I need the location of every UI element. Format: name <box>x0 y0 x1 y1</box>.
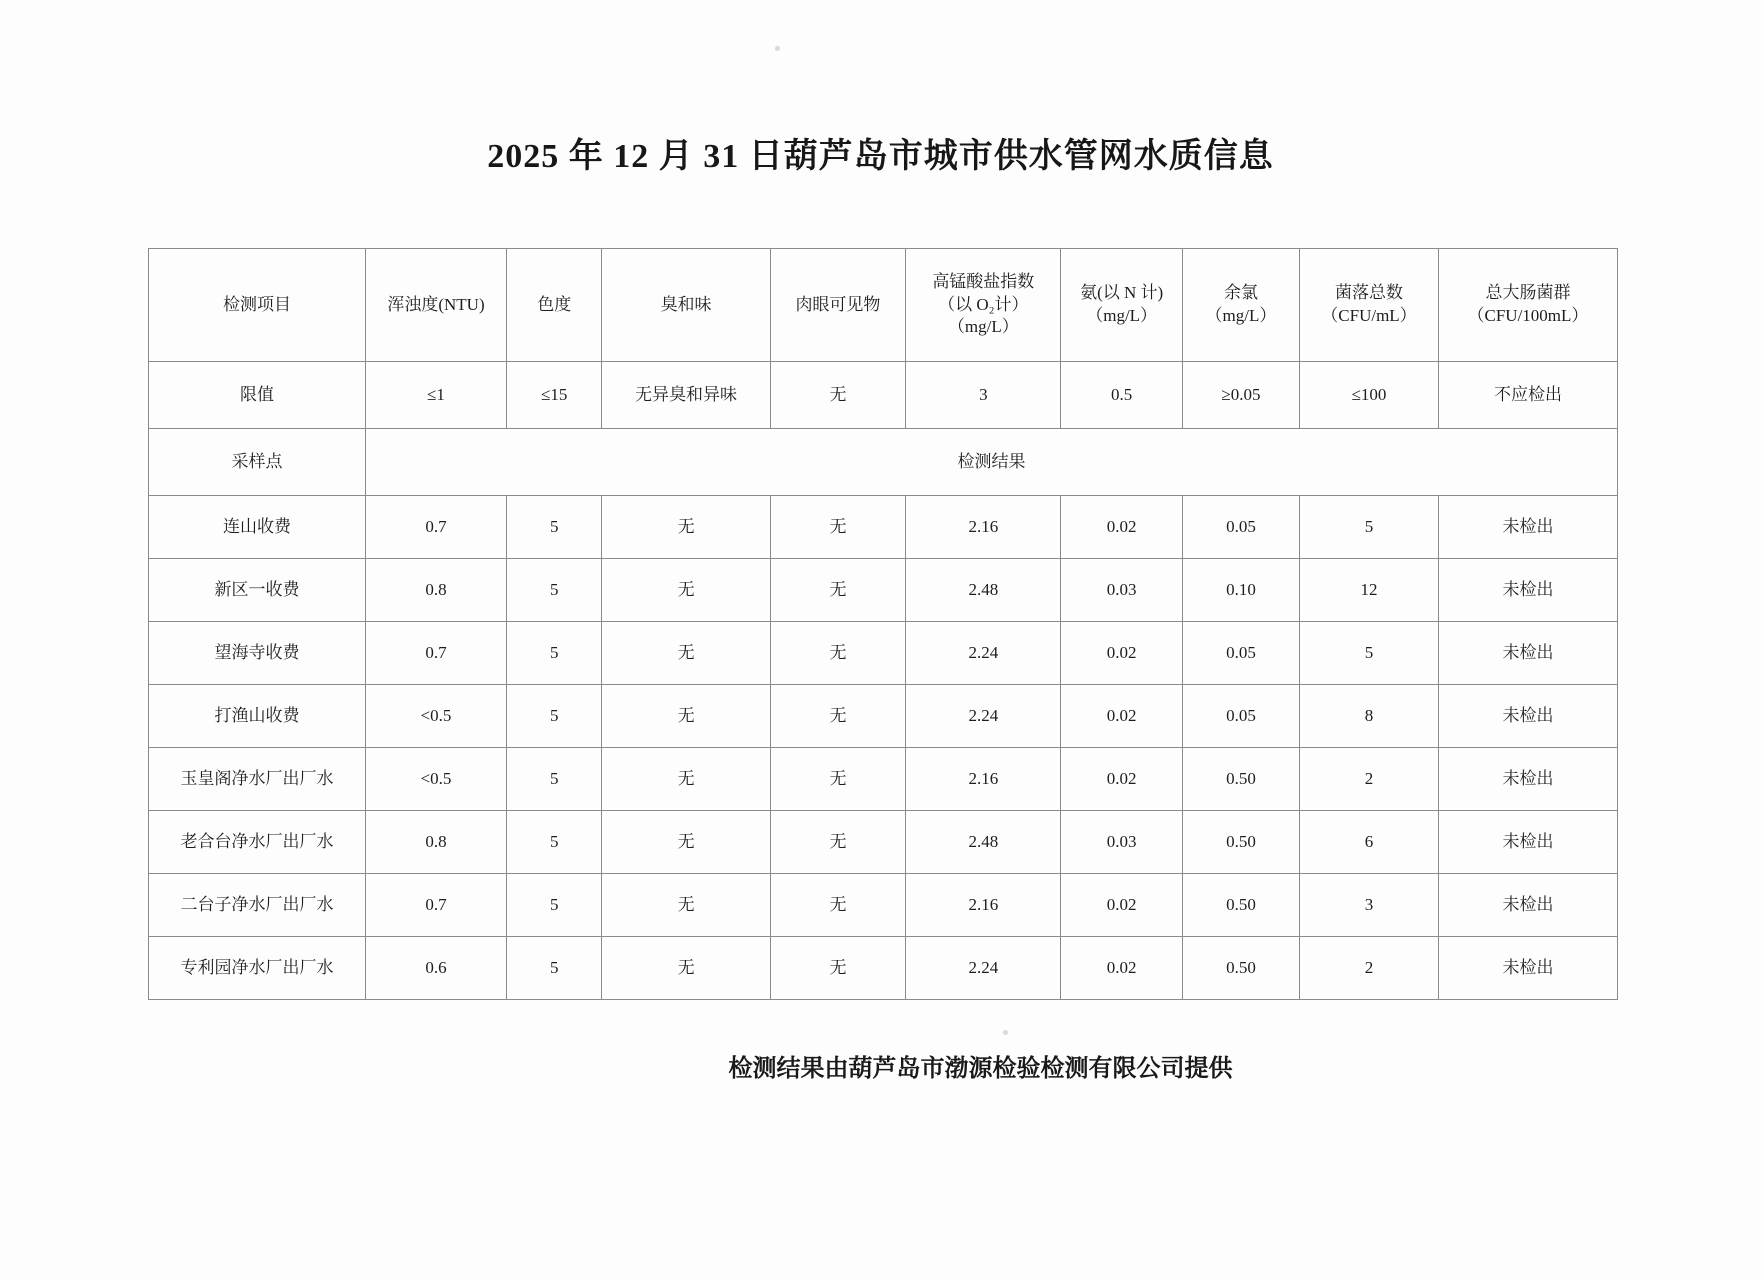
header-permanganate-line1: 高锰酸盐指数 <box>932 271 1035 291</box>
cell-permanganate: 2.24 <box>906 937 1061 1000</box>
row-site-name: 望海寺收费 <box>149 622 366 685</box>
row-site-name: 打渔山收费 <box>149 685 366 748</box>
cell-permanganate: 2.16 <box>906 496 1061 559</box>
header-visible-line1: 肉眼可见物 <box>795 294 881 314</box>
table-row <box>149 496 1618 559</box>
cell-ammonia: 0.02 <box>1061 496 1183 559</box>
header-visible-substance <box>770 249 906 362</box>
cell-coliform: 未检出 <box>1438 748 1617 811</box>
cell-colony: 8 <box>1300 685 1439 748</box>
cell-chlorine: 0.05 <box>1182 496 1299 559</box>
limit-coliform: 不应检出 <box>1438 362 1617 429</box>
header-chroma-line1: 色度 <box>537 294 572 314</box>
cell-chlorine: 0.50 <box>1182 748 1299 811</box>
cell-odor: 无 <box>602 496 770 559</box>
cell-odor: 无 <box>602 559 770 622</box>
row-site-name: 玉皇阁净水厂出厂水 <box>149 748 366 811</box>
row-site-name: 二台子净水厂出厂水 <box>149 874 366 937</box>
sample-point-label: 采样点 <box>149 429 366 496</box>
cell-chlorine: 0.05 <box>1182 622 1299 685</box>
cell-ammonia: 0.02 <box>1061 685 1183 748</box>
limit-odor: 无异臭和异味 <box>602 362 770 429</box>
table-row <box>149 874 1618 937</box>
cell-colony: 2 <box>1300 748 1439 811</box>
cell-coliform: 未检出 <box>1438 559 1617 622</box>
cell-turbidity: 0.7 <box>365 622 506 685</box>
cell-colony: 2 <box>1300 937 1439 1000</box>
cell-odor: 无 <box>602 622 770 685</box>
cell-ammonia: 0.02 <box>1061 937 1183 1000</box>
cell-permanganate: 2.24 <box>906 685 1061 748</box>
row-site-name: 新区一收费 <box>149 559 366 622</box>
page-title: 2025 年 12 月 31 日葫芦岛市城市供水管网水质信息 <box>487 138 1274 175</box>
cell-chlorine: 0.10 <box>1182 559 1299 622</box>
limit-turbidity: ≤1 <box>365 362 506 429</box>
cell-visible: 无 <box>770 496 906 559</box>
cell-turbidity: 0.6 <box>365 937 506 1000</box>
cell-colony: 12 <box>1300 559 1439 622</box>
header-ammonia-line2: （mg/L） <box>1086 306 1158 325</box>
header-coliform-line1: 总大肠菌群 <box>1485 283 1571 303</box>
header-colony-line1: 菌落总数 <box>1334 283 1403 303</box>
cell-coliform: 未检出 <box>1438 874 1617 937</box>
cell-odor: 无 <box>602 685 770 748</box>
cell-turbidity: <0.5 <box>365 748 506 811</box>
header-chlorine-line1: 余氯 <box>1223 283 1258 303</box>
cell-ammonia: 0.03 <box>1061 559 1183 622</box>
header-residual-chlorine <box>1182 249 1299 362</box>
cell-chlorine: 0.05 <box>1182 685 1299 748</box>
header-chroma <box>507 249 602 362</box>
cell-permanganate: 2.24 <box>906 622 1061 685</box>
cell-visible: 无 <box>770 559 906 622</box>
header-permanganate-index <box>906 249 1061 362</box>
cell-ammonia: 0.02 <box>1061 622 1183 685</box>
header-permanganate-line3: （mg/L） <box>947 317 1019 337</box>
cell-coliform: 未检出 <box>1438 496 1617 559</box>
header-item-label: 检测项目 <box>149 249 366 362</box>
cell-odor: 无 <box>602 937 770 1000</box>
cell-chroma: 5 <box>507 811 602 874</box>
scan-speck <box>1003 1030 1008 1035</box>
cell-turbidity: 0.7 <box>365 874 506 937</box>
cell-permanganate: 2.48 <box>906 811 1061 874</box>
cell-colony: 6 <box>1300 811 1439 874</box>
table-row <box>149 559 1618 622</box>
cell-ammonia: 0.03 <box>1061 811 1183 874</box>
footnote-text: 检测结果由葫芦岛市渤源检验检测有限公司提供 <box>728 1056 1233 1082</box>
cell-chlorine: 0.50 <box>1182 937 1299 1000</box>
cell-visible: 无 <box>770 685 906 748</box>
cell-chroma: 5 <box>507 622 602 685</box>
cell-colony: 5 <box>1300 496 1439 559</box>
table-header-row <box>149 249 1618 362</box>
cell-visible: 无 <box>770 748 906 811</box>
cell-permanganate: 2.48 <box>906 559 1061 622</box>
cell-visible: 无 <box>770 937 906 1000</box>
table-row <box>149 937 1618 1000</box>
cell-visible: 无 <box>770 811 906 874</box>
cell-turbidity: 0.8 <box>365 811 506 874</box>
header-turbidity <box>365 249 506 362</box>
cell-turbidity: <0.5 <box>365 685 506 748</box>
row-site-name: 连山收费 <box>149 496 366 559</box>
cell-chlorine: 0.50 <box>1182 811 1299 874</box>
cell-coliform: 未检出 <box>1438 685 1617 748</box>
cell-chroma: 5 <box>507 685 602 748</box>
table-row <box>149 811 1618 874</box>
cell-chroma: 5 <box>507 559 602 622</box>
header-colony-count <box>1300 249 1439 362</box>
table-row <box>149 622 1618 685</box>
header-coliform-line2: （CFU/100mL） <box>1467 306 1589 325</box>
cell-visible: 无 <box>770 874 906 937</box>
cell-coliform: 未检出 <box>1438 937 1617 1000</box>
cell-visible: 无 <box>770 622 906 685</box>
cell-chlorine: 0.50 <box>1182 874 1299 937</box>
cell-ammonia: 0.02 <box>1061 748 1183 811</box>
cell-odor: 无 <box>602 748 770 811</box>
limit-visible: 无 <box>770 362 906 429</box>
cell-turbidity: 0.7 <box>365 496 506 559</box>
scan-speck <box>775 46 780 51</box>
cell-chroma: 5 <box>507 748 602 811</box>
cell-chroma: 5 <box>507 496 602 559</box>
header-turbidity-line1: 浑浊度(NTU) <box>387 294 485 314</box>
table-row <box>149 748 1618 811</box>
header-ammonia <box>1061 249 1183 362</box>
cell-ammonia: 0.02 <box>1061 874 1183 937</box>
cell-turbidity: 0.8 <box>365 559 506 622</box>
cell-chroma: 5 <box>507 937 602 1000</box>
header-chlorine-line2: （mg/L） <box>1205 306 1277 325</box>
cell-odor: 无 <box>602 874 770 937</box>
limit-chlorine: ≥0.05 <box>1182 362 1299 429</box>
row-site-name: 专利园净水厂出厂水 <box>149 937 366 1000</box>
header-ammonia-line1: 氨(以 N 计) <box>1080 283 1164 303</box>
water-quality-table-wrapper <box>148 248 1618 1000</box>
water-quality-table <box>148 248 1618 1000</box>
header-total-coliform <box>1438 249 1617 362</box>
limit-row <box>149 362 1618 429</box>
header-odor <box>602 249 770 362</box>
cell-odor: 无 <box>602 811 770 874</box>
limit-colony: ≤100 <box>1300 362 1439 429</box>
cell-permanganate: 2.16 <box>906 748 1061 811</box>
cell-colony: 3 <box>1300 874 1439 937</box>
limit-label: 限值 <box>149 362 366 429</box>
header-odor-line1: 臭和味 <box>660 294 712 314</box>
row-site-name: 老合台净水厂出厂水 <box>149 811 366 874</box>
result-span-label: 检测结果 <box>365 429 1617 496</box>
limit-permanganate: 3 <box>906 362 1061 429</box>
limit-ammonia: 0.5 <box>1061 362 1183 429</box>
header-permanganate-line2: （以 O₂计） <box>938 294 1029 314</box>
cell-coliform: 未检出 <box>1438 622 1617 685</box>
cell-coliform: 未检出 <box>1438 811 1617 874</box>
header-colony-line2: （CFU/mL） <box>1321 306 1417 325</box>
cell-chroma: 5 <box>507 874 602 937</box>
cell-permanganate: 2.16 <box>906 874 1061 937</box>
cell-colony: 5 <box>1300 622 1439 685</box>
sample-point-header-row <box>149 429 1618 496</box>
table-row <box>149 685 1618 748</box>
limit-chroma: ≤15 <box>507 362 602 429</box>
